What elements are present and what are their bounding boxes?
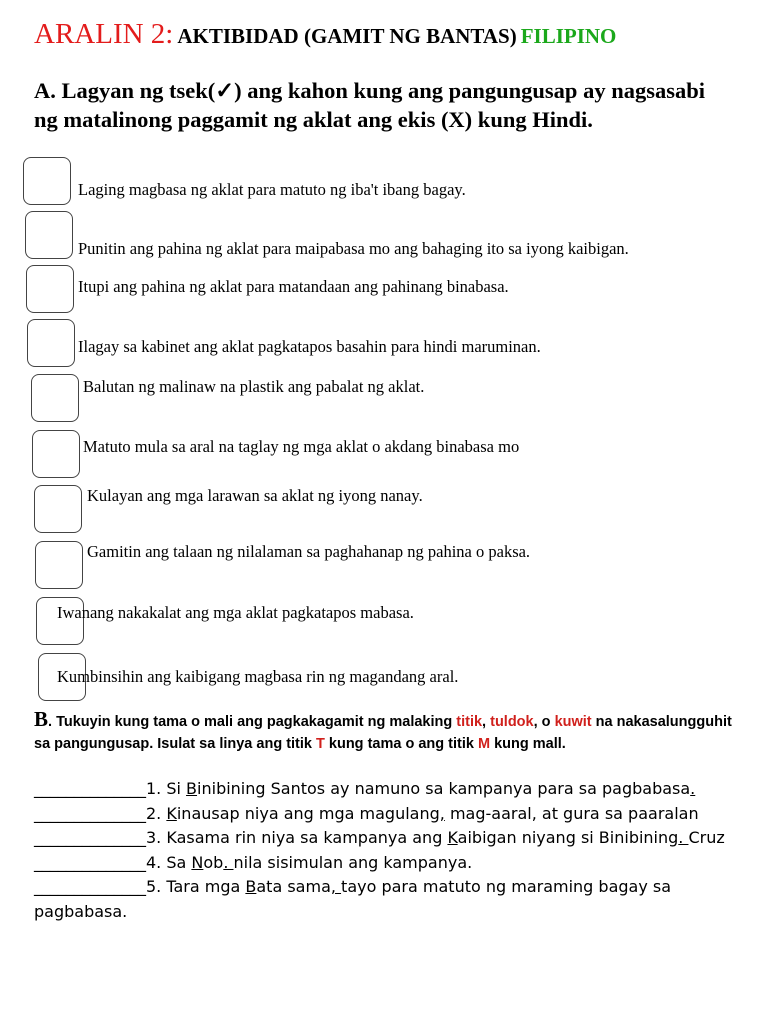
question-text: 4. Sa: [146, 852, 192, 872]
question-item: [34, 875, 734, 924]
question-item: [34, 851, 734, 876]
answer-checkbox[interactable]: [27, 319, 75, 367]
statement-text: Punitin ang pahina ng aklat para maipabasa mo ang bahaging ito sa iyong kaibigan.: [78, 239, 629, 258]
statement-text: Kumbinsihin ang kaibigang magbasa rin ng magandang aral.: [57, 667, 459, 686]
answer-checkbox[interactable]: [31, 374, 79, 422]
question-text: 1. Si: [146, 779, 187, 798]
activity-title: AKTIBIDAD (GAMIT NG BANTAS): [177, 24, 517, 48]
question-text: inausap niya ang mga magulang: [176, 803, 440, 823]
underlined-mark: B: [186, 779, 198, 798]
question-text: 2.: [146, 803, 167, 823]
part-b-instruction: B. Tukuyin kung tama o mali ang pagkakagamit ng malaking titik, tuldok, o kuwit na nakasalungguhit sa pangungusap. Isulat sa linya ang titik T kung tama o ang titik M kung mall.: [34, 707, 732, 752]
statement-text: Balutan ng malinaw na plastik ang pabalat ng aklat.: [83, 377, 425, 396]
question-text: 5. Tara mga: [146, 877, 246, 896]
answer-checkbox[interactable]: [32, 430, 80, 478]
answer-blank[interactable]: ______________: [34, 828, 146, 847]
answer-checkbox[interactable]: [23, 157, 71, 205]
statement-text: Laging magbasa ng aklat para matuto ng iba't ibang bagay.: [78, 180, 466, 199]
underlined-mark: ,: [439, 803, 445, 823]
answer-checkbox[interactable]: [25, 211, 73, 259]
underlined-mark: .: [690, 779, 696, 798]
answer-checkbox[interactable]: [26, 265, 74, 313]
answer-blank[interactable]: ______________: [34, 852, 146, 872]
question-text: tayo para matuto ng maraming bagay sa pagbabasa.: [34, 877, 672, 921]
answer-checkbox[interactable]: [35, 541, 83, 589]
underlined-mark: K: [447, 828, 458, 847]
lesson-number: ARALIN 2:: [34, 18, 174, 50]
subject-label: FILIPINO: [520, 24, 617, 48]
statement-text: Iwanang nakakalat ang mga aklat pagkatapos mabasa.: [57, 603, 414, 622]
statement-text: Ilagay sa kabinet ang aklat pagkatapos basahin para hindi maruminan.: [78, 337, 541, 356]
underlined-mark: .: [223, 852, 234, 872]
statement-text: Gamitin ang talaan ng nilalaman sa paghahanap ng pahina o paksa.: [87, 542, 531, 561]
underlined-mark: N: [191, 852, 204, 872]
underlined-mark: B: [245, 877, 257, 896]
underlined-mark: .: [678, 828, 689, 847]
statement-text: Matuto mula sa aral na taglay ng mga aklat o akdang binabasa mo: [83, 437, 520, 456]
statement-text: Kulayan ang mga larawan sa aklat ng iyong nanay.: [87, 486, 423, 505]
underlined-mark: ,: [330, 877, 342, 896]
question-text: 3. Kasama rin niya sa kampanya ang: [146, 828, 448, 847]
question-text: ata sama: [256, 877, 331, 896]
underlined-mark: K: [166, 803, 177, 823]
keyword-kuwit: kuwit: [554, 714, 592, 730]
question-text: mag-aaral, at gura sa paaralan: [444, 803, 699, 823]
part-b-letter: B: [34, 707, 49, 731]
answer-checkbox[interactable]: [34, 485, 82, 533]
statement-text: Itupi ang pahina ng aklat para matandaan ang pahinang binabasa.: [78, 277, 509, 296]
answer-blank[interactable]: ______________: [34, 779, 146, 798]
lesson-title: [34, 18, 616, 51]
keyword-titik: titik: [456, 714, 483, 730]
answer-blank[interactable]: ______________: [34, 877, 146, 896]
question-text: nila sisimulan ang kampanya.: [233, 852, 473, 872]
letter-m: M: [477, 736, 491, 752]
keyword-tuldok: tuldok: [490, 714, 534, 730]
question-text: aibigan niyang si Binibining: [457, 828, 679, 847]
question-text: ob: [203, 852, 224, 872]
question-item: [34, 802, 734, 827]
part-a-instruction: A. Lagyan ng tsek(✓) ang kahon kung ang pangungusap ay nagsasabi ng matalinong paggamit ng aklat ang ekis (X) kung Hindi.: [34, 78, 705, 132]
question-text: inibining Santos ay namuno sa kampanya para sa pagbabasa: [197, 779, 691, 798]
answer-blank[interactable]: ______________: [34, 803, 146, 823]
letter-t: T: [316, 736, 325, 752]
question-item: [34, 777, 734, 802]
question-item: [34, 826, 734, 851]
question-text: Cruz: [688, 828, 725, 847]
part-b-questions: [34, 777, 734, 924]
